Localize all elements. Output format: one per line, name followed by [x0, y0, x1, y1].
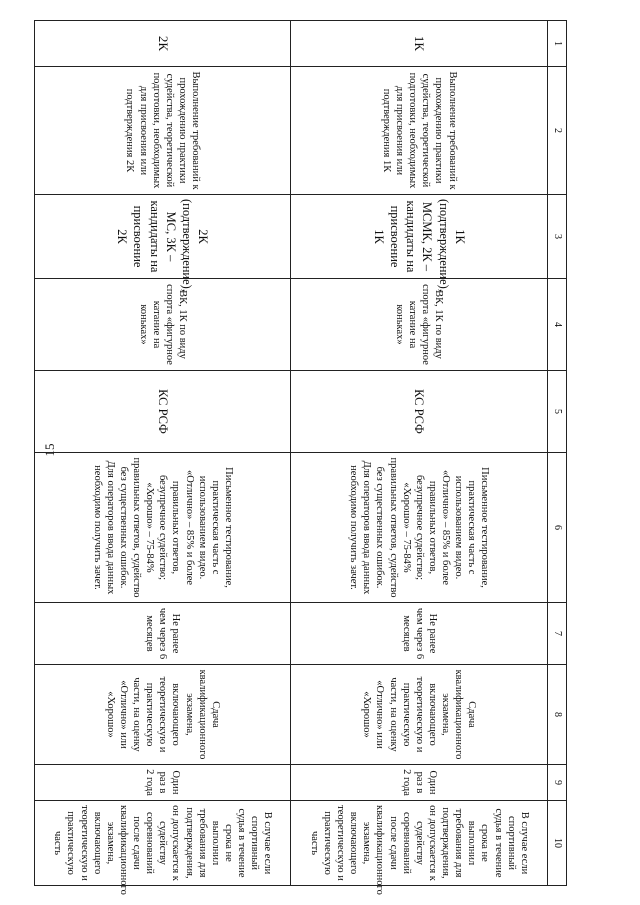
header-col-1: 1	[548, 21, 567, 67]
header-col-9: 9	[548, 765, 567, 801]
candidates-cell: 2К (подтверждение), МС, 3К – кандидаты на присвоение 2К	[35, 195, 292, 279]
frequency-cell: Один раз в 2 года	[35, 765, 292, 801]
requirements-cell: Выполнение требований к прохождению практики судейства, теоретической подготовки, необходимых для присвоения или подтверждения 2К	[35, 67, 292, 195]
interval-cell: Не ранее чем через 6 месяцев	[35, 603, 292, 665]
header-col-5: 5	[548, 371, 567, 453]
header-col-8: 8	[548, 665, 567, 765]
header-col-10: 10	[548, 801, 567, 886]
row-category: 1К	[291, 21, 548, 67]
header-col-4: 4	[548, 279, 567, 371]
organizer-cell: КС РСФ	[35, 371, 292, 453]
organizer-cell: КС РСФ	[291, 371, 548, 453]
requirements-cell: Выполнение требований к прохождению практики судейства, теоретической подготовки, необходимых для присвоения или подтверждения 1К	[291, 67, 548, 195]
header-col-6: 6	[548, 453, 567, 603]
table-row	[291, 21, 548, 886]
page-number: 15	[42, 443, 57, 457]
interval-cell: Не ранее чем через 6 месяцев	[291, 603, 548, 665]
row-category: 2К	[35, 21, 292, 67]
testing-cell: Письменное тестирование, практическая часть с использованием видео. «Отлично» – 85% и более правильных ответов, безупречное судейство; «Хорошо» – 75-84% правильных ответов, судейство без существенных ошибок. Для операторов ввода данных необходимо получить зачет.	[291, 453, 548, 603]
exam-cell: Сдача квалификационного экзамена, включающего теоретическую и практическую части, на оценку «Отлично» или «Хорошо»	[35, 665, 292, 765]
exam-cell: Сдача квалификационного экзамена, включающего теоретическую и практическую части, на оценку «Отлично» или «Хорошо»	[291, 665, 548, 765]
examiners-cell: ВК, 1К по виду спорта «фигурное катание на коньках»	[291, 279, 548, 371]
frequency-cell: Один раз в 2 года	[291, 765, 548, 801]
notes-cell: В случае если спортивный судья в течение срока не выполнил требования для подтверждения, он допускается к судейству соревнований после сдачи квалификационного экзамена, включающего теоретическую и практическую часть	[35, 801, 292, 886]
table-row	[35, 21, 292, 886]
qualification-table	[34, 20, 567, 895]
header-row	[548, 21, 567, 886]
examiners-cell: ВК, 1К по виду спорта «фигурное катание на коньках»	[35, 279, 292, 371]
testing-cell: Письменное тестирование, практическая часть с использованием видео. «Отлично» – 85% и более правильных ответов, безупречное судейство; «Хорошо» – 75-84% правильных ответов, судейство без существенных ошибок. Для операторов ввода данных необходимо получить зачет.	[35, 453, 292, 603]
header-col-7: 7	[548, 603, 567, 665]
header-col-3: 3	[548, 195, 567, 279]
candidates-cell: 1К (подтверждение), МСМК, 2К – кандидаты на присвоение 1К	[291, 195, 548, 279]
notes-cell: В случае если спортивный судья в течение срока не выполнил требования для подтверждения, он допускается к судейству соревнований после сдачи квалификационного экзамена, включающего теоретическую и практическую часть	[291, 801, 548, 886]
rotated-table-container	[34, 20, 567, 895]
header-col-2: 2	[548, 67, 567, 195]
